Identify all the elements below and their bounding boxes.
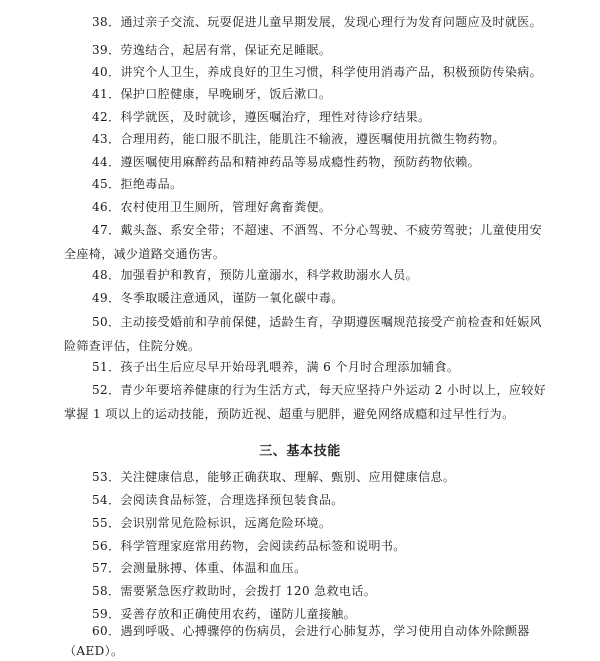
list-item: 39．劳逸结合，起居有常，保证充足睡眠。 — [92, 43, 332, 57]
list-item: 42．科学就医，及时就诊，遵医嘱治疗，理性对待诊疗结果。 — [92, 110, 431, 124]
list-item: 49．冬季取暖注意通风，谨防一氧化碳中毒。 — [92, 291, 344, 305]
list-item: 44．遵医嘱使用麻醉药品和精神药品等易成瘾性药物，预防药物依赖。 — [92, 155, 481, 169]
list-item: 60．遇到呼吸、心搏骤停的伤病员，会进行心肺复苏，学习使用自动体外除颤器（AED）。 — [64, 624, 530, 658]
list-item: 45．拒绝毒品。 — [92, 177, 183, 191]
list-item: 55．会识别常见危险标识，远离危险环境。 — [92, 516, 332, 530]
list-item: 58．需要紧急医疗救助时，会拨打 120 急救电话。 — [92, 584, 377, 598]
list-item: 50．主动接受婚前和孕前保健，适龄生育，孕期遵医嘱规范接受产前检查和妊娠风险筛查评估，住院分娩。 — [64, 315, 543, 353]
list-item: 43．合理用药，能口服不肌注，能肌注不输液，遵医嘱使用抗微生物药物。 — [92, 132, 505, 146]
list-item: 56．科学管理家庭常用药物，会阅读药品标签和说明书。 — [92, 539, 406, 553]
list-item: 53．关注健康信息，能够正确获取、理解、甄别、应用健康信息。 — [92, 470, 456, 484]
list-item: 59．妥善存放和正确使用农药，谨防儿童接触。 — [92, 607, 357, 621]
list-item: 46．农村使用卫生厕所，管理好禽畜粪便。 — [92, 200, 332, 214]
list-item: 47．戴头盔、系安全带；不超速、不酒驾、不分心驾驶、不疲劳驾驶；儿童使用安全座椅，减少道路交通伤害。 — [64, 223, 543, 261]
section-title: 三、基本技能 — [259, 444, 341, 459]
list-item: 52．青少年要培养健康的行为生活方式，每天应坚持户外运动 2 小时以上，应较好掌握 1 项以上的运动技能，预防近视、超重与肥胖，避免网络成瘾和过早性行为。 — [64, 383, 547, 421]
list-item: 48．加强看护和教育，预防儿童溺水，科学救助溺水人员。 — [92, 268, 419, 282]
list-item: 38．通过亲子交流、玩耍促进儿童早期发展，发现心理行为发育问题应及时就医。 — [92, 15, 543, 29]
list-item: 54．会阅读食品标签，合理选择预包装食品。 — [92, 493, 344, 507]
list-item: 51．孩子出生后应尽早开始母乳喂养，满 6 个月时合理添加辅食。 — [92, 360, 460, 374]
list-item: 57．会测量脉搏、体重、体温和血压。 — [92, 561, 307, 575]
list-item: 40．讲究个人卫生，养成良好的卫生习惯，科学使用消毒产品，积极预防传染病。 — [92, 65, 543, 79]
list-item: 41．保护口腔健康，早晚刷牙，饭后漱口。 — [92, 87, 332, 101]
